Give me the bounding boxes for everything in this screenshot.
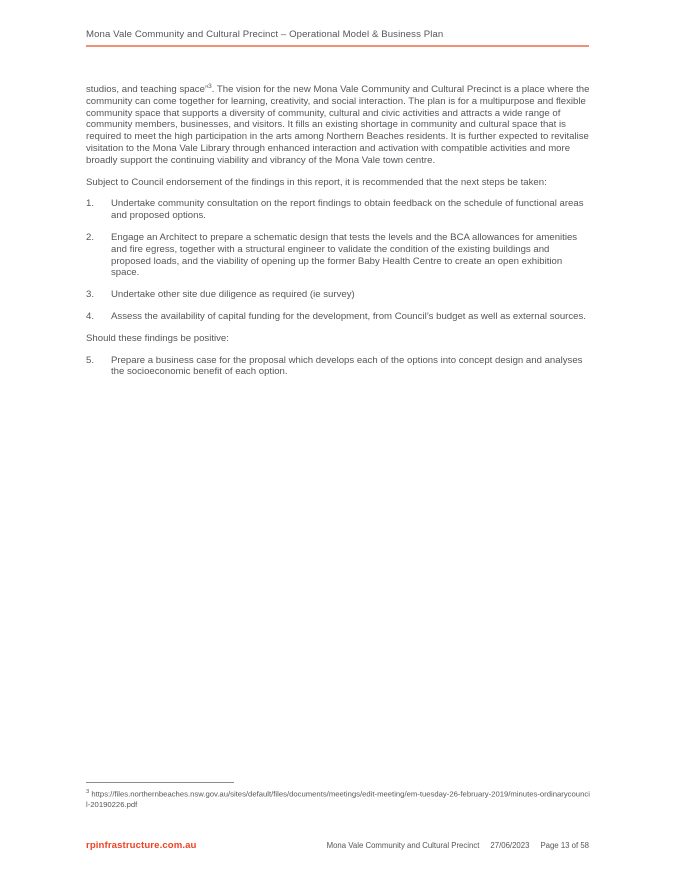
list-item-text: Undertake community consultation on the report findings to obtain feedback on the schedule of functional areas and proposed options. [111, 198, 584, 222]
list-item-text: Assess the availability of capital funding for the development, from Council’s budget as well as external sources. [111, 310, 586, 322]
footnote-url-link[interactable]: https://files.northernbeaches.nsw.gov.au/sites/default/files/documents/meetings/edit-meeting/em-tuesday-26-february-2019/minutes-ordinarycouncil-20190226.pdf [86, 789, 590, 809]
footer-doc-title: Mona Vale Community and Cultural Precinct [326, 841, 480, 850]
footer-meta [327, 841, 589, 850]
footnote-marker: 3 [86, 789, 90, 795]
paragraph-vision [86, 84, 591, 167]
header-rule [86, 45, 589, 47]
paragraph-vision-rest: . The vision for the new Mona Vale Community and Cultural Precinct is a place where the community can come together for learning, creativity, and social interaction. The plan is for a multipurpose and flexible community space that supports a diversity of community, cultural and civic activities and attracts a wide range of community members, businesses, and visitors. It fills an existing shortage in community and cultural space that is required to meet the high participation in the arts among Northern Beaches residents. It is further expected to revitalise visitation to the Mona Vale Library through enhanced interaction and activation with compatible activities and more broadly support the continuing viability and vibrancy of the Mona Vale town centre. [86, 84, 590, 166]
list-item [86, 311, 591, 323]
footnote-block [86, 782, 591, 810]
list-item [86, 232, 591, 279]
footer-website-link[interactable]: rpinfrastructure.com.au [86, 840, 197, 851]
list-item [86, 198, 591, 222]
footer-page-number: Page 13 of 58 [540, 841, 589, 850]
list-item-number: 3. [86, 289, 95, 301]
header-title: Mona Vale Community and Cultural Precinct – Operational Model & Business Plan [86, 29, 444, 40]
footer-date: 27/06/2023 [490, 841, 530, 850]
list-item [86, 355, 591, 379]
page-body [86, 84, 591, 388]
page-footer [86, 840, 589, 851]
list-item-number: 2. [86, 231, 95, 243]
footnote-reference: 3 [208, 82, 212, 90]
list-item-number: 5. [86, 354, 95, 366]
footnote-separator [86, 782, 234, 783]
list-item-text: Prepare a business case for the proposal which develops each of the options into concept design and analyses the socioeconomic benefit of each option. [111, 354, 583, 378]
paragraph-intro: Subject to Council endorsement of the findings in this report, it is recommended that the next steps be taken: [86, 176, 547, 188]
paragraph-vision-lead: studios, and teaching space” [86, 84, 209, 95]
page-header [86, 29, 589, 47]
numbered-list [86, 198, 591, 322]
list-item-text: Undertake other site due diligence as required (ie survey) [111, 289, 355, 301]
list-item-number: 1. [86, 198, 95, 210]
list-item [86, 289, 591, 301]
footnote-text [86, 787, 591, 810]
numbered-list-continued [86, 355, 591, 379]
list-item-number: 4. [86, 310, 95, 322]
list-item-text: Engage an Architect to prepare a schematic design that tests the levels and the BCA allowances for amenities and fire egress, together with a structural engineer to validate the condition of the existing buildings and proposed loads, and the viability of opening up the former Baby Health Centre to create an open exhibition space. [111, 231, 578, 279]
paragraph-conditional: Should these findings be positive: [86, 332, 229, 344]
